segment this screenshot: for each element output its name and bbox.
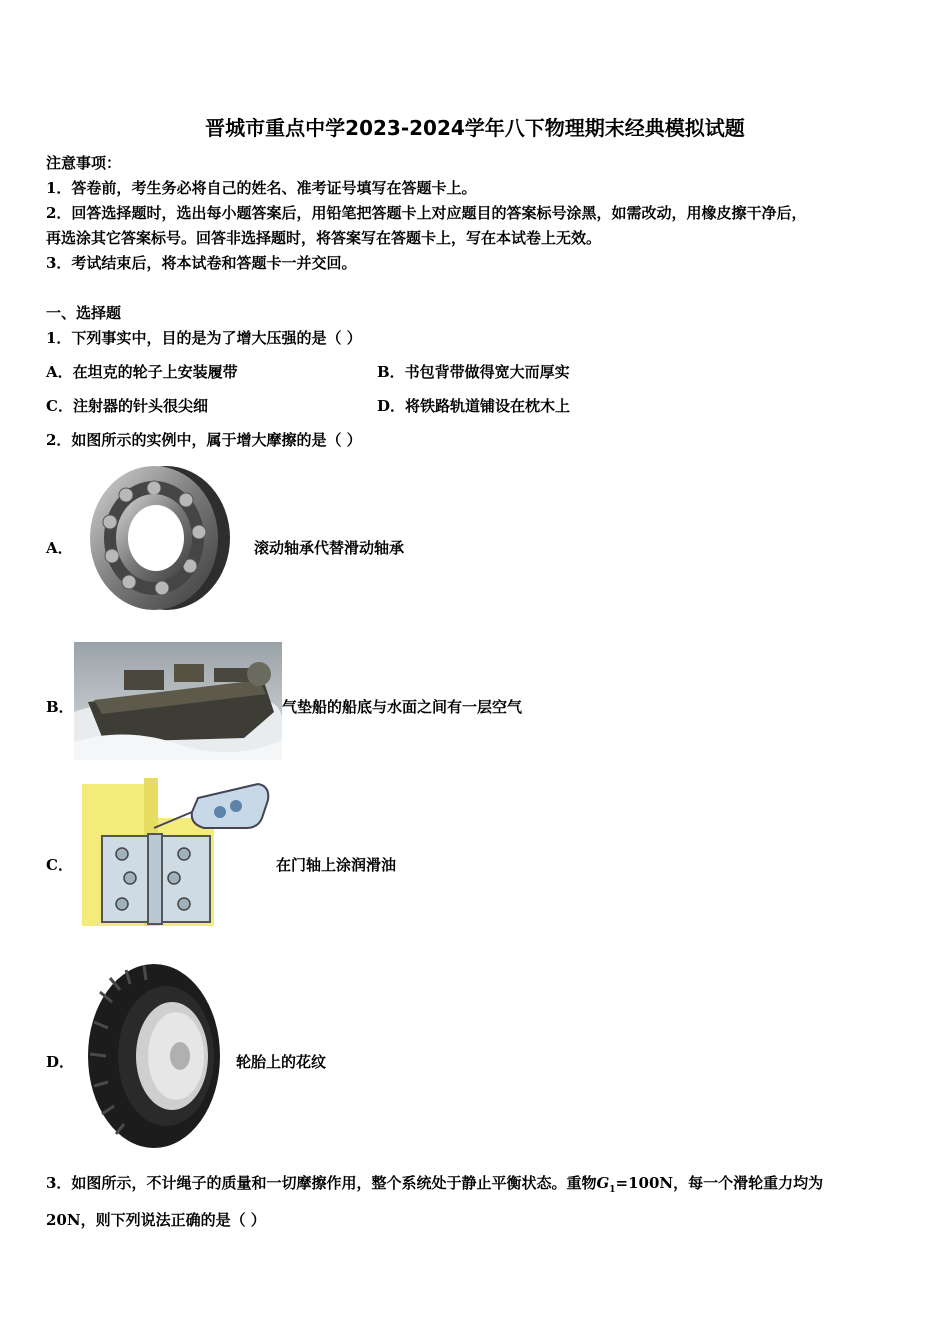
q2-option-d-text: 轮胎上的花纹 (236, 1053, 327, 1071)
hovercraft-image (74, 642, 282, 760)
notes-heading: 注意事项： (46, 154, 122, 172)
section-heading: 一、选择题 (46, 304, 122, 322)
q2-option-a-text: 滚动轴承代替滑动轴承 (254, 539, 405, 557)
q2-option-b-text: 气垫船的船底与水面之间有一层空气 (282, 698, 523, 716)
notes-item: 3．考试结束后，将本试卷和答题卡一并交回。 (46, 254, 357, 272)
q3-line1-pre: 3．如图所示，不计绳子的质量和一切摩擦作用，整个系统处于静止平衡状态。重物 (46, 1174, 597, 1192)
q2-option-a-letter: A． (46, 539, 73, 557)
q1-option-a: A．在坦克的轮子上安装履带 (46, 363, 238, 381)
q2-option-d-letter: D． (46, 1053, 75, 1071)
q3-line2: 20N，则下列说法正确的是（ ） (46, 1211, 266, 1229)
q3-weight-subscript: 1 (609, 1185, 616, 1195)
notes-item: 再选涂其它答案标号。回答非选择题时，将答案写在答题卡上，写在本试卷上无效。 (46, 229, 602, 247)
q2-option-b-letter: B． (46, 698, 74, 716)
q1-option-d: D．将铁路轨道铺设在枕木上 (377, 397, 571, 415)
ball-bearing-image (74, 460, 234, 615)
notes-item: 2．回答选择题时，选出每小题答案后，用铅笔把答题卡上对应题目的答案标号涂黑，如需改动，用橡皮擦干净后， (46, 204, 807, 222)
q2-stem: 2．如图所示的实例中，属于增大摩擦的是（ ） (46, 431, 362, 449)
q1-stem: 1．下列事实中，目的是为了增大压强的是（ ） (46, 329, 362, 347)
q2-option-c-letter: C． (46, 856, 73, 874)
q1-option-b: B．书包背带做得宽大而厚实 (377, 363, 570, 381)
q2-option-c-text: 在门轴上涂润滑油 (276, 856, 397, 874)
page-title: 晋城市重点中学2023-2024学年八下物理期末经典模拟试题 (205, 116, 745, 140)
door-hinge-oil-image (78, 778, 272, 926)
tire-image (80, 962, 222, 1150)
notes-item: 1．答卷前，考生务必将自己的姓名、准考证号填写在答题卡上。 (46, 179, 477, 197)
q3-weight-symbol: G (596, 1174, 610, 1192)
q3-line1-post: =100N，每一个滑轮重力均为 (615, 1174, 824, 1192)
q1-option-c: C．注射器的针头很尖细 (46, 397, 208, 415)
q3-line1 (46, 1172, 823, 1195)
